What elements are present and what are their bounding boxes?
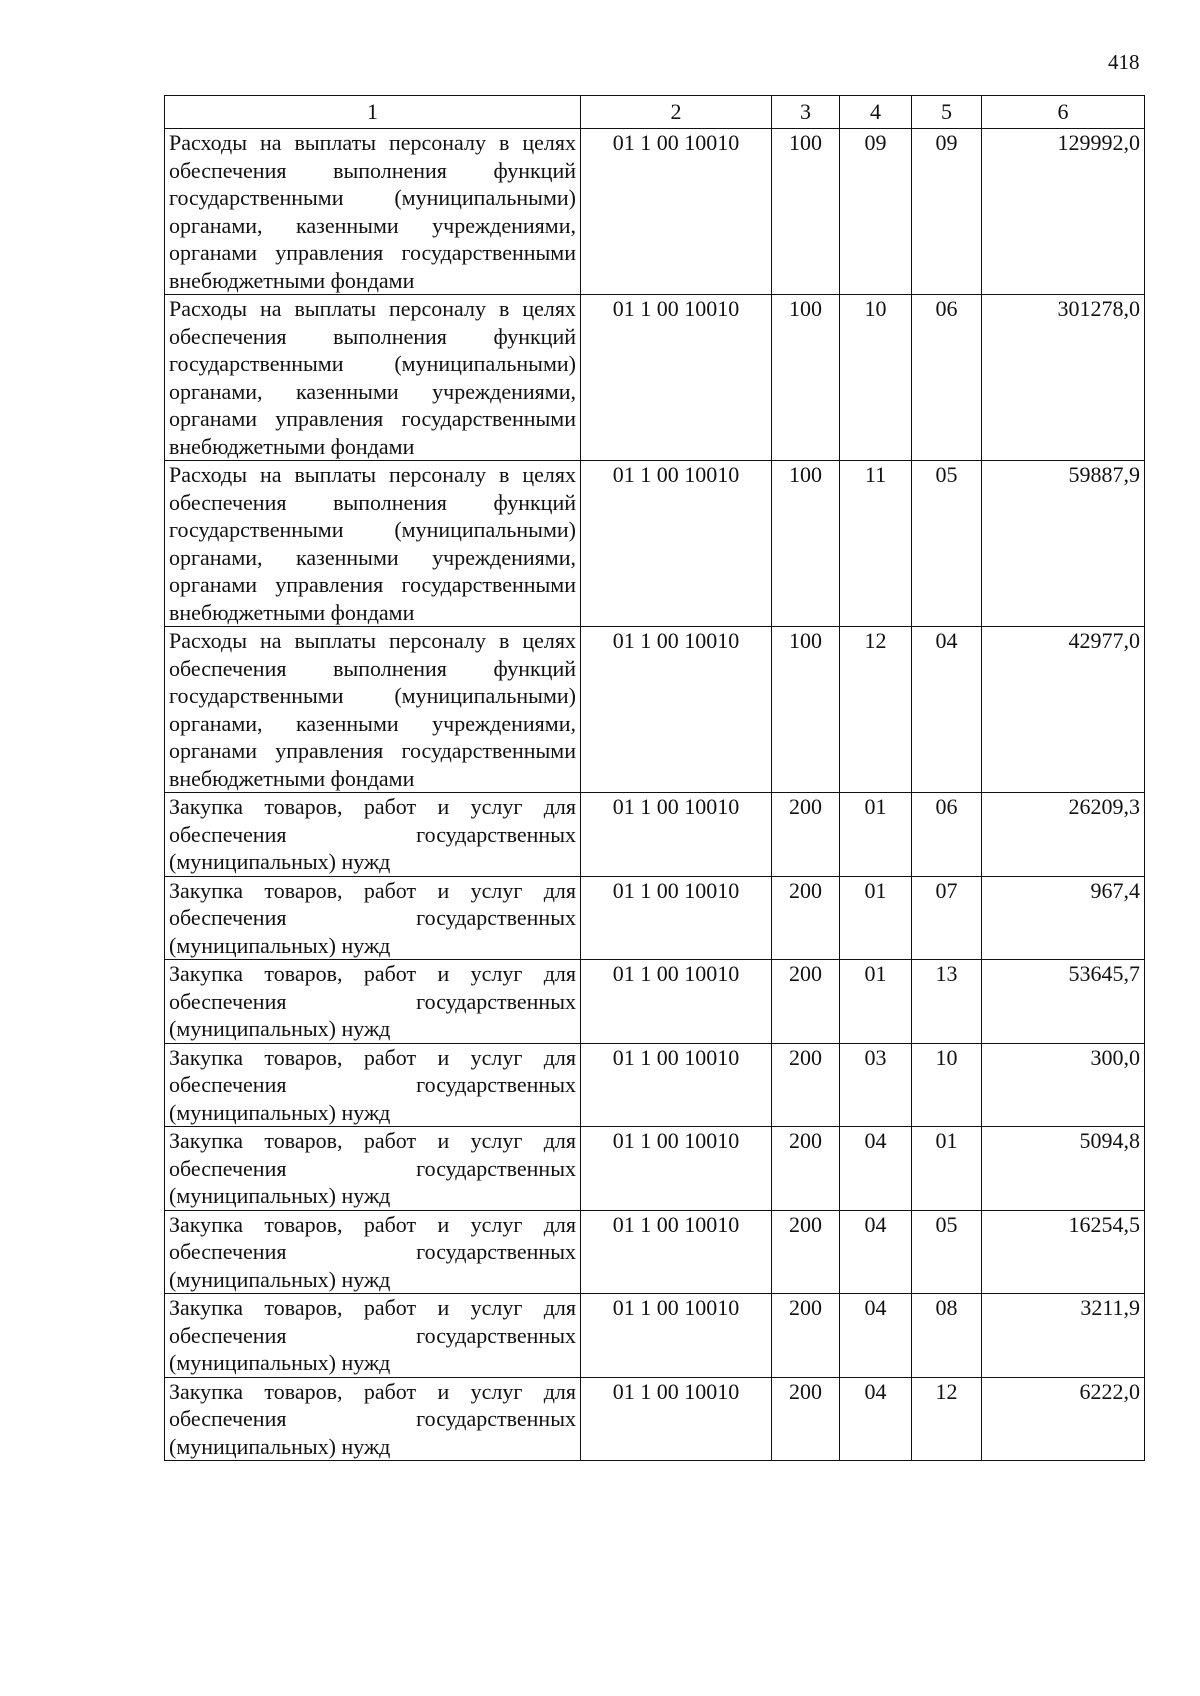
amount-cell: 3211,9 [982,1294,1145,1378]
amount-cell: 53645,7 [982,960,1145,1044]
expense-type-cell: 100 [772,461,840,627]
description-cell: Закупка товаров, работ и услуг для обеспечения государственных (муниципальных) нужд [165,1043,581,1127]
section-cell: 04 [840,1127,912,1211]
expense-type-cell: 100 [772,295,840,461]
code-cell: 01 1 00 10010 [581,793,772,877]
subsection-cell: 04 [912,627,982,793]
section-cell: 12 [840,627,912,793]
subsection-cell: 12 [912,1377,982,1461]
code-cell: 01 1 00 10010 [581,1294,772,1378]
code-cell: 01 1 00 10010 [581,1377,772,1461]
amount-cell: 300,0 [982,1043,1145,1127]
amount-cell: 26209,3 [982,793,1145,877]
description-cell: Закупка товаров, работ и услуг для обеспечения государственных (муниципальных) нужд [165,876,581,960]
table-row [165,876,1145,960]
column-header: 3 [772,96,840,129]
amount-cell: 967,4 [982,876,1145,960]
expense-type-cell: 200 [772,1043,840,1127]
subsection-cell: 05 [912,461,982,627]
expense-type-cell: 100 [772,129,840,295]
expense-type-cell: 100 [772,627,840,793]
code-cell: 01 1 00 10010 [581,1043,772,1127]
table-row [165,1043,1145,1127]
table-row [165,1127,1145,1211]
table-row [165,793,1145,877]
expense-type-cell: 200 [772,1127,840,1211]
amount-cell: 129992,0 [982,129,1145,295]
description-cell: Расходы на выплаты персоналу в целях обеспечения выполнения функций государственными (муниципальными) органами, казенными учреждениями, органами управления государственными внебюджетными фондами [165,295,581,461]
subsection-cell: 06 [912,295,982,461]
table-row [165,1294,1145,1378]
column-header: 4 [840,96,912,129]
section-cell: 04 [840,1210,912,1294]
code-cell: 01 1 00 10010 [581,461,772,627]
amount-cell: 5094,8 [982,1127,1145,1211]
table-body [165,129,1145,1461]
table-row [165,627,1145,793]
table-row [165,295,1145,461]
header-row [165,96,1145,129]
section-cell: 01 [840,960,912,1044]
section-cell: 04 [840,1294,912,1378]
expense-type-cell: 200 [772,876,840,960]
code-cell: 01 1 00 10010 [581,129,772,295]
section-cell: 11 [840,461,912,627]
code-cell: 01 1 00 10010 [581,1127,772,1211]
page-number: 418 [1108,50,1140,74]
description-cell: Расходы на выплаты персоналу в целях обеспечения выполнения функций государственными (муниципальными) органами, казенными учреждениями, органами управления государственными внебюджетными фондами [165,461,581,627]
amount-cell: 42977,0 [982,627,1145,793]
amount-cell: 16254,5 [982,1210,1145,1294]
description-cell: Закупка товаров, работ и услуг для обеспечения государственных (муниципальных) нужд [165,793,581,877]
expense-type-cell: 200 [772,793,840,877]
amount-cell: 6222,0 [982,1377,1145,1461]
description-cell: Закупка товаров, работ и услуг для обеспечения государственных (муниципальных) нужд [165,960,581,1044]
description-cell: Расходы на выплаты персоналу в целях обеспечения выполнения функций государственными (муниципальными) органами, казенными учреждениями, органами управления государственными внебюджетными фондами [165,627,581,793]
column-header: 2 [581,96,772,129]
expense-type-cell: 200 [772,1210,840,1294]
description-cell: Закупка товаров, работ и услуг для обеспечения государственных (муниципальных) нужд [165,1377,581,1461]
description-cell: Расходы на выплаты персоналу в целях обеспечения выполнения функций государственными (муниципальными) органами, казенными учреждениями, органами управления государственными внебюджетными фондами [165,129,581,295]
column-header: 6 [982,96,1145,129]
column-header: 5 [912,96,982,129]
expense-type-cell: 200 [772,960,840,1044]
expense-type-cell: 200 [772,1377,840,1461]
subsection-cell: 05 [912,1210,982,1294]
budget-table [164,95,1145,1461]
amount-cell: 59887,9 [982,461,1145,627]
amount-cell: 301278,0 [982,295,1145,461]
table-row [165,1210,1145,1294]
code-cell: 01 1 00 10010 [581,876,772,960]
description-cell: Закупка товаров, работ и услуг для обеспечения государственных (муниципальных) нужд [165,1294,581,1378]
section-cell: 01 [840,793,912,877]
subsection-cell: 13 [912,960,982,1044]
code-cell: 01 1 00 10010 [581,960,772,1044]
section-cell: 10 [840,295,912,461]
code-cell: 01 1 00 10010 [581,627,772,793]
subsection-cell: 06 [912,793,982,877]
subsection-cell: 09 [912,129,982,295]
table-row [165,461,1145,627]
subsection-cell: 07 [912,876,982,960]
table-row [165,129,1145,295]
section-cell: 01 [840,876,912,960]
subsection-cell: 10 [912,1043,982,1127]
expense-type-cell: 200 [772,1294,840,1378]
code-cell: 01 1 00 10010 [581,1210,772,1294]
description-cell: Закупка товаров, работ и услуг для обеспечения государственных (муниципальных) нужд [165,1127,581,1211]
description-cell: Закупка товаров, работ и услуг для обеспечения государственных (муниципальных) нужд [165,1210,581,1294]
subsection-cell: 01 [912,1127,982,1211]
section-cell: 09 [840,129,912,295]
column-header: 1 [165,96,581,129]
subsection-cell: 08 [912,1294,982,1378]
table-row [165,960,1145,1044]
code-cell: 01 1 00 10010 [581,295,772,461]
section-cell: 03 [840,1043,912,1127]
section-cell: 04 [840,1377,912,1461]
table-row [165,1377,1145,1461]
